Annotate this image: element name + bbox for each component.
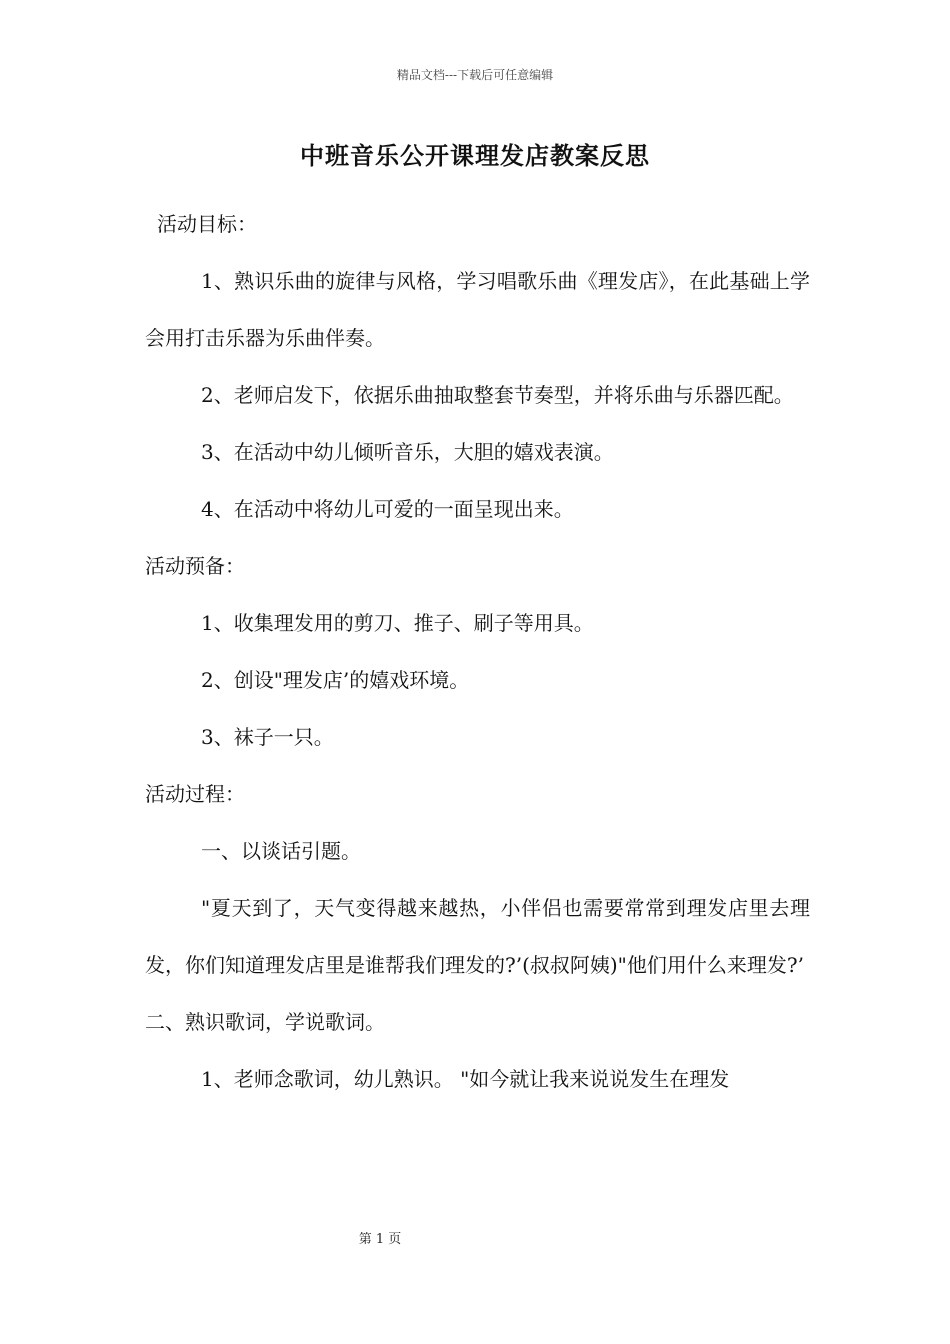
paragraph-process-1: 一、以谈话引题。 (201, 839, 361, 863)
paragraph-prep-2: 2、创设"理发店’的嬉戏环境。 (201, 668, 470, 692)
paragraph-goal-4: 4、在活动中将幼儿可爱的一面呈现出来。 (201, 497, 574, 521)
paragraph-process-2-1: 1、老师念歌词，幼儿熟识。 "如今就让我来说说发生在理发 (201, 1067, 730, 1091)
paragraph-goal-3: 3、在活动中幼儿倾听音乐，大胆的嬉戏表演。 (201, 440, 614, 464)
page-number: 第 1 页 (358, 1232, 402, 1247)
page-header: 精品文档---下载后可任意编辑 (396, 68, 554, 82)
section-heading-prep: 活动预备： (145, 554, 245, 578)
section-heading-process: 活动过程： (145, 782, 245, 806)
paragraph-prep-3: 3、袜子一只。 (201, 725, 334, 749)
section-heading-goal: 活动目标： (157, 212, 257, 236)
paragraph-process-2: 二、熟识歌词，学说歌词。 (145, 1010, 385, 1034)
paragraph-prep-1: 1、收集理发用的剪刀、推子、刷子等用具。 (201, 611, 594, 635)
document-body (145, 196, 810, 1108)
paragraph-process-quote: "夏天到了，天气变得越来越热，小伴侣也需要常常到理发店里去理发，你们知道理发店里是谁帮我们理发的?’(叔叔阿姨)"他们用什么来理发?’ (145, 896, 810, 977)
paragraph-goal-1: 1、熟识乐曲的旋律与风格，学习唱歌乐曲《理发店》，在此基础上学会用打击乐器为乐曲伴奏。 (145, 269, 810, 350)
document-title: 中班音乐公开课理发店教案反思 (300, 141, 650, 170)
paragraph-goal-2: 2、老师启发下，依据乐曲抽取整套节奏型，并将乐曲与乐器匹配。 (201, 383, 794, 407)
